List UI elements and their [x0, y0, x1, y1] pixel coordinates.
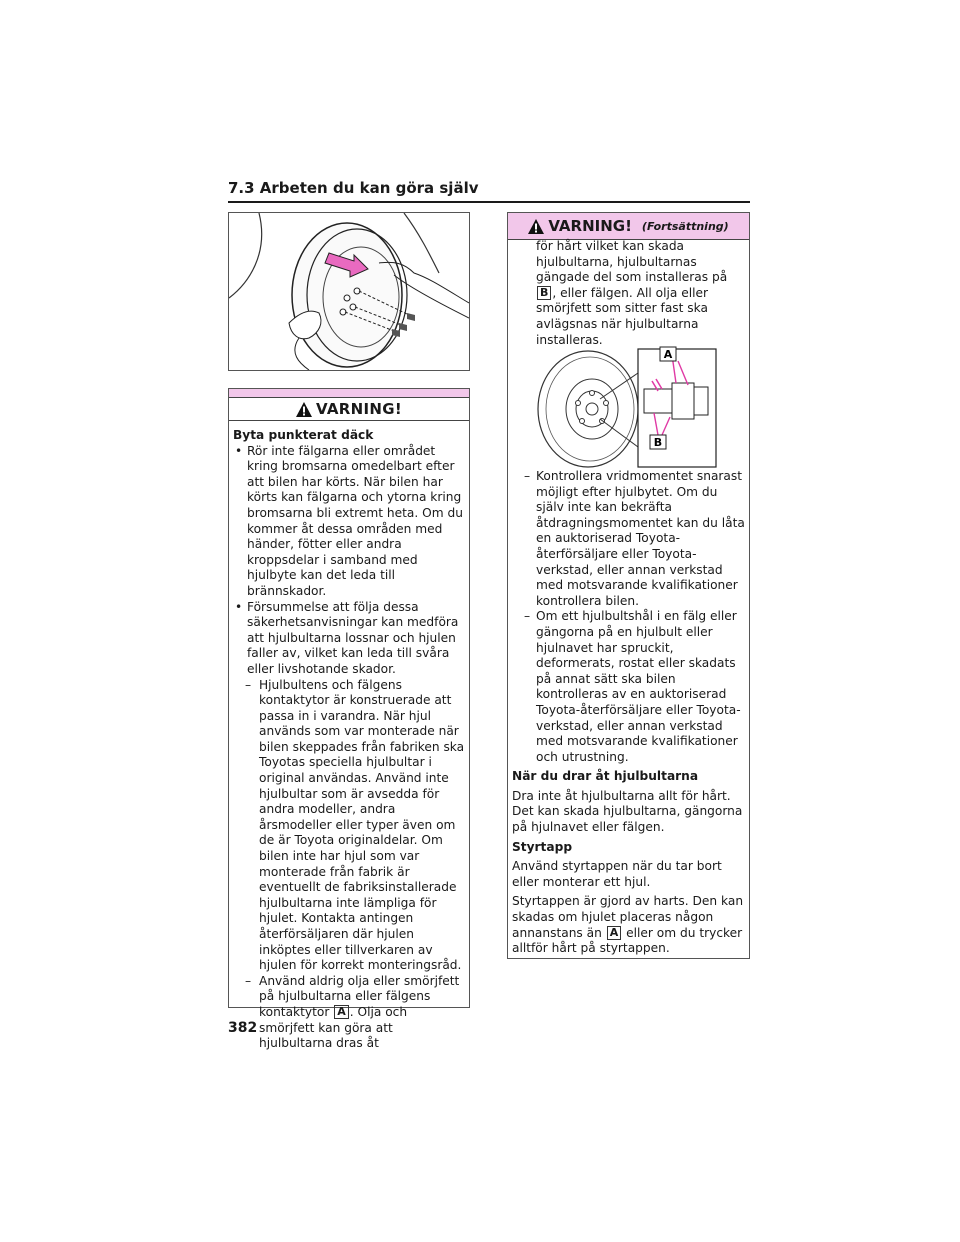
page-number: 382	[228, 1020, 258, 1036]
warning-triangle-icon	[296, 402, 312, 417]
heading-byta-punkterat: Byta punkterat däck	[233, 428, 374, 442]
warning-title-text: VARNING!	[548, 217, 632, 235]
warning-box-right	[507, 212, 750, 959]
list-item: – Om ett hjulbultshål i en fälg eller gängorna på en hjulbult eller hjulnavet har spruckit, deformerats, rostat eller skadats på annat sätt ska bilen kontrolleras av en auktoriserad Toyota-återförsäljare eller Toyota-verkstad, eller annan verkstad med motsvarande kvalifikationer och utrustning.	[524, 609, 741, 764]
warning-right-content-bottom	[512, 469, 745, 957]
diagram-label-b: B	[653, 436, 663, 449]
warning-triangle-icon	[528, 219, 544, 234]
list-item: • Försummelse att följa dessa säkerhetsanvisningar kan medföra att hjulbultarna lossnar och hjulen faller av, vilket kan leda till svåra eller livshotande skador.	[235, 599, 459, 676]
label-a: A	[607, 926, 622, 940]
continued-label: (Fortsättning)	[641, 219, 729, 233]
section-header: 7.3 Arbeten du kan göra själv	[228, 177, 750, 203]
wheel-mounting-illustration	[228, 212, 470, 371]
list-item: – Kontrollera vridmomentet snarast möjligt efter hjulbytet. Om du själv inte kan bekräfta åtdragningsmomentet kan du låta en auktoriserad Toyota-återförsäljare eller Toyota-verkstad, eller annan verkstad med motsvarande kvalifikationer kontrollera bilen.	[524, 469, 745, 608]
paragraph: Dra inte åt hjulbultarna allt för hårt. Det kan skada hjulbultarna, gängorna på hjulnavet eller fälgen.	[512, 788, 743, 835]
continued-paragraph: för hårt vilket kan skada hjulbultarna, hjulbultarnas gängade del som installeras på B , eller fälgen. All olja eller smörjfett som sitter fast ska avlägsnas när hjulbultarna installeras.	[536, 239, 728, 347]
warning-title-continued	[508, 213, 749, 240]
list-item: – Hjulbultens och fälgens kontaktytor är konstruerade att passa in i varandra. När hjul används som var monterade när bilen skeppades från fabriken ska Toyotas speciella hjulbultar i original användas. Använd inte hjulbultar som är avsedda för andra modeller, andra årsmodeller eller typer även om de är Toyota originaldelar. Om bilen inte har hjul som var monterade från fabrik är eventuellt de fabriksinstallerade hjulbultarna inte lämpliga för hjulet. Kontakta antingen återförsäljaren där hjulen inköptes eller tillverkaren av hjulen för korrekt monteringsråd.	[245, 677, 465, 973]
diagram-label-a: A	[663, 348, 673, 361]
list-item: • Rör inte fälgarna eller området kring bromsarna omedelbart efter att bilen har körts. När bilen har körts kan fälgarna och ytorna kring bromsarna bli extremt heta. Om du kommer åt dessa områden med händer, fötter eller andra kroppsdelar i samband med hjulbyte kan det leda till brännskador.	[235, 443, 463, 598]
label-b: B	[537, 286, 551, 300]
label-a: A	[334, 1005, 349, 1019]
heading-nar-du-drar: När du drar åt hjulbultarna	[512, 769, 699, 784]
warning-title-text: VARNING!	[316, 400, 402, 418]
warning-title	[229, 397, 469, 421]
paragraph: Använd styrtappen när du tar bort eller monterar ett hjul.	[512, 859, 722, 889]
wheel-bolt-diagram	[530, 339, 730, 479]
paragraph: Styrtappen är gjord av harts. Den kan skadas om hjulet placeras någon annanstans än A eller om du trycker alltför hårt på styrtappen.	[512, 894, 744, 956]
warning-left-content	[233, 428, 465, 1052]
heading-styrtapp: Styrtapp	[512, 839, 573, 854]
list-item: – Använd aldrig olja eller smörjfett på hjulbultarna eller fälgens kontaktytor A . Olja och smörjfett kan göra att hjulbultarna dras åt	[245, 973, 460, 1051]
warning-right-content-top	[512, 239, 745, 348]
